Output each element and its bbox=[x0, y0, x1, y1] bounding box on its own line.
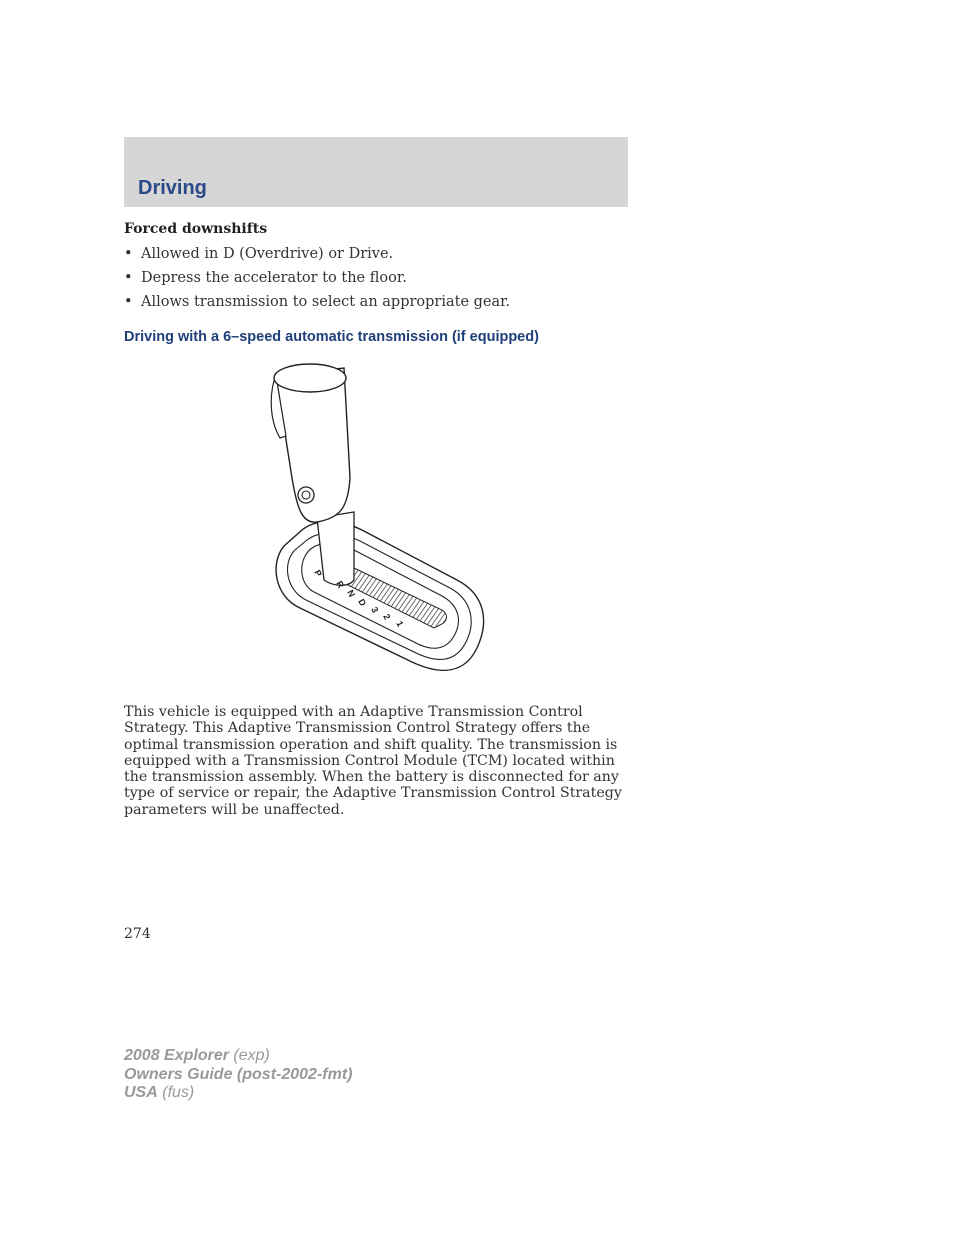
gear-label-3: 3 bbox=[369, 605, 381, 615]
footer-market-code: (fus) bbox=[162, 1084, 195, 1101]
footer-model: 2008 Explorer bbox=[124, 1047, 229, 1064]
gear-shifter-svg bbox=[262, 358, 492, 688]
gear-label-r: R bbox=[334, 579, 347, 590]
body-paragraph: This vehicle is equipped with an Adaptive Transmission Control Strategy. This Adaptive Transmission Control Strategy offers the optimal transmission operation and shift quality. The transmission is equipped with a Transmission Control Module (TCM) located within the transmission assembly. When the battery is disconnected for any type of service or repair, the Adaptive Transmission Control Strategy parameters will be unaffected. bbox=[124, 704, 622, 818]
list-item bbox=[124, 245, 510, 269]
footer-model-code: (exp) bbox=[233, 1047, 270, 1064]
page-number: 274 bbox=[124, 926, 151, 942]
gear-label-1: 1 bbox=[394, 619, 406, 629]
bullet-text: Depress the accelerator to the floor. bbox=[141, 270, 407, 286]
gear-label-n: N bbox=[345, 588, 358, 599]
gear-label-p: P bbox=[312, 568, 324, 579]
shifter-knob-top bbox=[274, 364, 346, 392]
gear-shifter-illustration bbox=[262, 358, 492, 688]
section-header-band bbox=[124, 137, 628, 207]
overdrive-button-inner bbox=[302, 491, 310, 499]
bullet-text: Allows transmission to select an appropriate gear. bbox=[141, 294, 511, 310]
section-title: Driving bbox=[138, 177, 207, 199]
footer-doc-info bbox=[124, 1047, 352, 1103]
gear-label-2: 2 bbox=[381, 612, 393, 622]
footer-line-3 bbox=[124, 1084, 352, 1103]
subheading-forced-downshifts: Forced downshifts bbox=[124, 221, 268, 237]
bullet-list bbox=[124, 245, 510, 317]
bullet-icon: • bbox=[124, 246, 133, 262]
bullet-text: Allowed in D (Overdrive) or Drive. bbox=[141, 246, 394, 262]
list-item bbox=[124, 293, 510, 317]
list-item bbox=[124, 269, 510, 293]
section-heading-6-speed: Driving with a 6–speed automatic transmission (if equipped) bbox=[124, 329, 539, 345]
footer-line-2 bbox=[124, 1066, 352, 1085]
footer-guide: Owners Guide (post-2002-fmt) bbox=[124, 1065, 353, 1083]
gear-label-d: D bbox=[356, 597, 369, 608]
footer-line-1 bbox=[124, 1047, 352, 1066]
footer-market: USA bbox=[124, 1084, 158, 1101]
bullet-icon: • bbox=[124, 294, 133, 310]
bullet-icon: • bbox=[124, 270, 133, 286]
